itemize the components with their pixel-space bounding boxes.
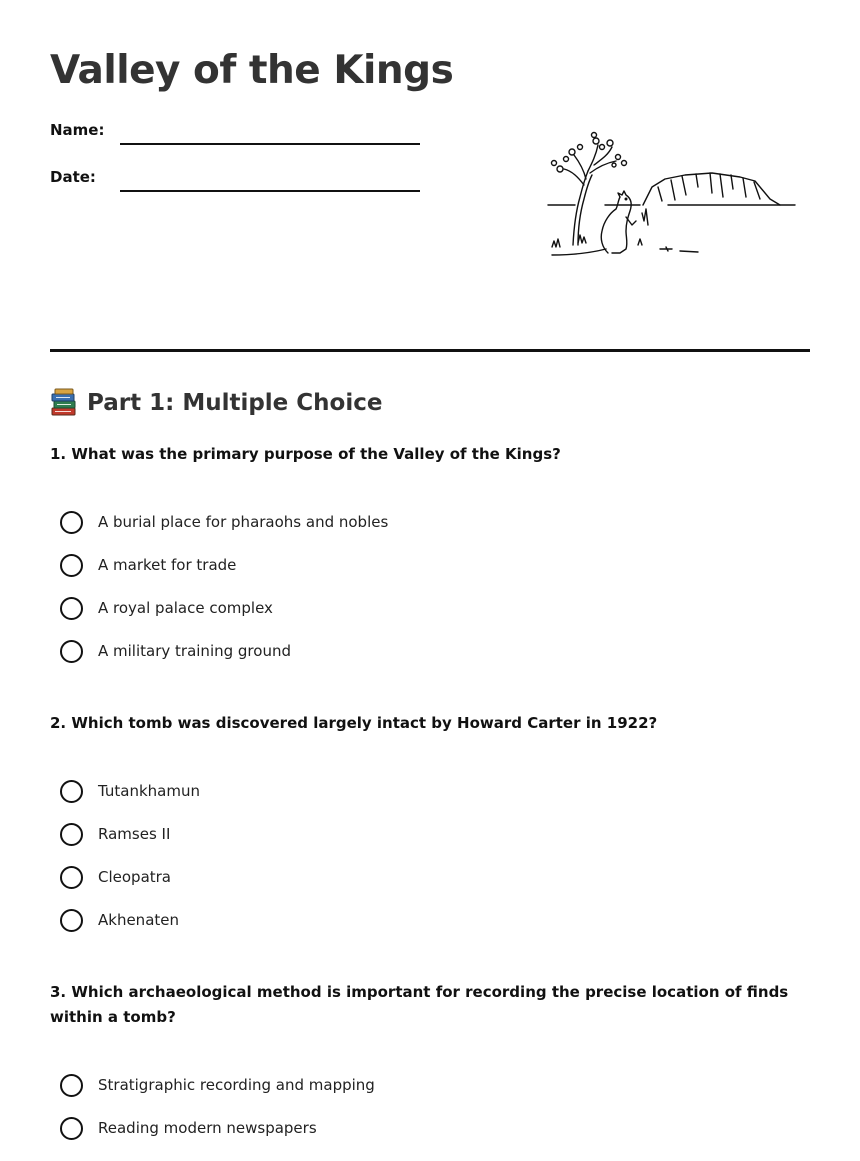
radio-button[interactable] <box>60 823 83 846</box>
radio-button[interactable] <box>60 866 83 889</box>
option-label: A burial place for pharaohs and nobles <box>98 513 389 531</box>
name-label: Name: <box>50 121 105 139</box>
header-divider <box>50 349 810 352</box>
option-label: Stratigraphic recording and mapping <box>98 1076 375 1094</box>
q2-option-1[interactable] <box>60 778 200 804</box>
books-icon <box>50 388 78 418</box>
question-3: 3. Which archaeological method is important for recording the precise location of finds within a tomb? <box>50 983 789 1026</box>
date-label: Date: <box>50 168 96 186</box>
q2-option-4[interactable] <box>60 907 179 933</box>
q2-option-3[interactable] <box>60 864 171 890</box>
option-label: Tutankhamun <box>98 782 200 800</box>
part1-heading-text: Part 1: Multiple Choice <box>87 390 383 416</box>
q3-option-2[interactable] <box>60 1115 317 1141</box>
q3-option-1[interactable] <box>60 1072 375 1098</box>
question-1: 1. What was the primary purpose of the Valley of the Kings? <box>50 445 561 463</box>
option-label: A royal palace complex <box>98 599 273 617</box>
option-label: Cleopatra <box>98 868 172 886</box>
question-2: 2. Which tomb was discovered largely intact by Howard Carter in 1922? <box>50 714 658 732</box>
desert-landscape-kangaroo-illustration <box>540 125 800 265</box>
radio-button[interactable] <box>60 909 83 932</box>
q1-option-4[interactable] <box>60 638 291 664</box>
q1-option-3[interactable] <box>60 595 273 621</box>
option-label: Reading modern newspapers <box>98 1119 317 1137</box>
radio-button[interactable] <box>60 780 83 803</box>
date-line[interactable] <box>120 190 420 192</box>
worksheet-title: Valley of the Kings <box>50 48 454 93</box>
option-label: Ramses II <box>98 825 171 843</box>
radio-button[interactable] <box>60 640 83 663</box>
option-label: A market for trade <box>98 556 237 574</box>
option-label: A military training ground <box>98 642 291 660</box>
radio-button[interactable] <box>60 1074 83 1097</box>
radio-button[interactable] <box>60 597 83 620</box>
radio-button[interactable] <box>60 511 83 534</box>
part1-heading <box>50 388 382 418</box>
radio-button[interactable] <box>60 1117 83 1140</box>
radio-button[interactable] <box>60 554 83 577</box>
q1-option-1[interactable] <box>60 509 388 535</box>
name-line[interactable] <box>120 143 420 145</box>
option-label: Akhenaten <box>98 911 179 929</box>
q2-option-2[interactable] <box>60 821 170 847</box>
q1-option-2[interactable] <box>60 552 236 578</box>
